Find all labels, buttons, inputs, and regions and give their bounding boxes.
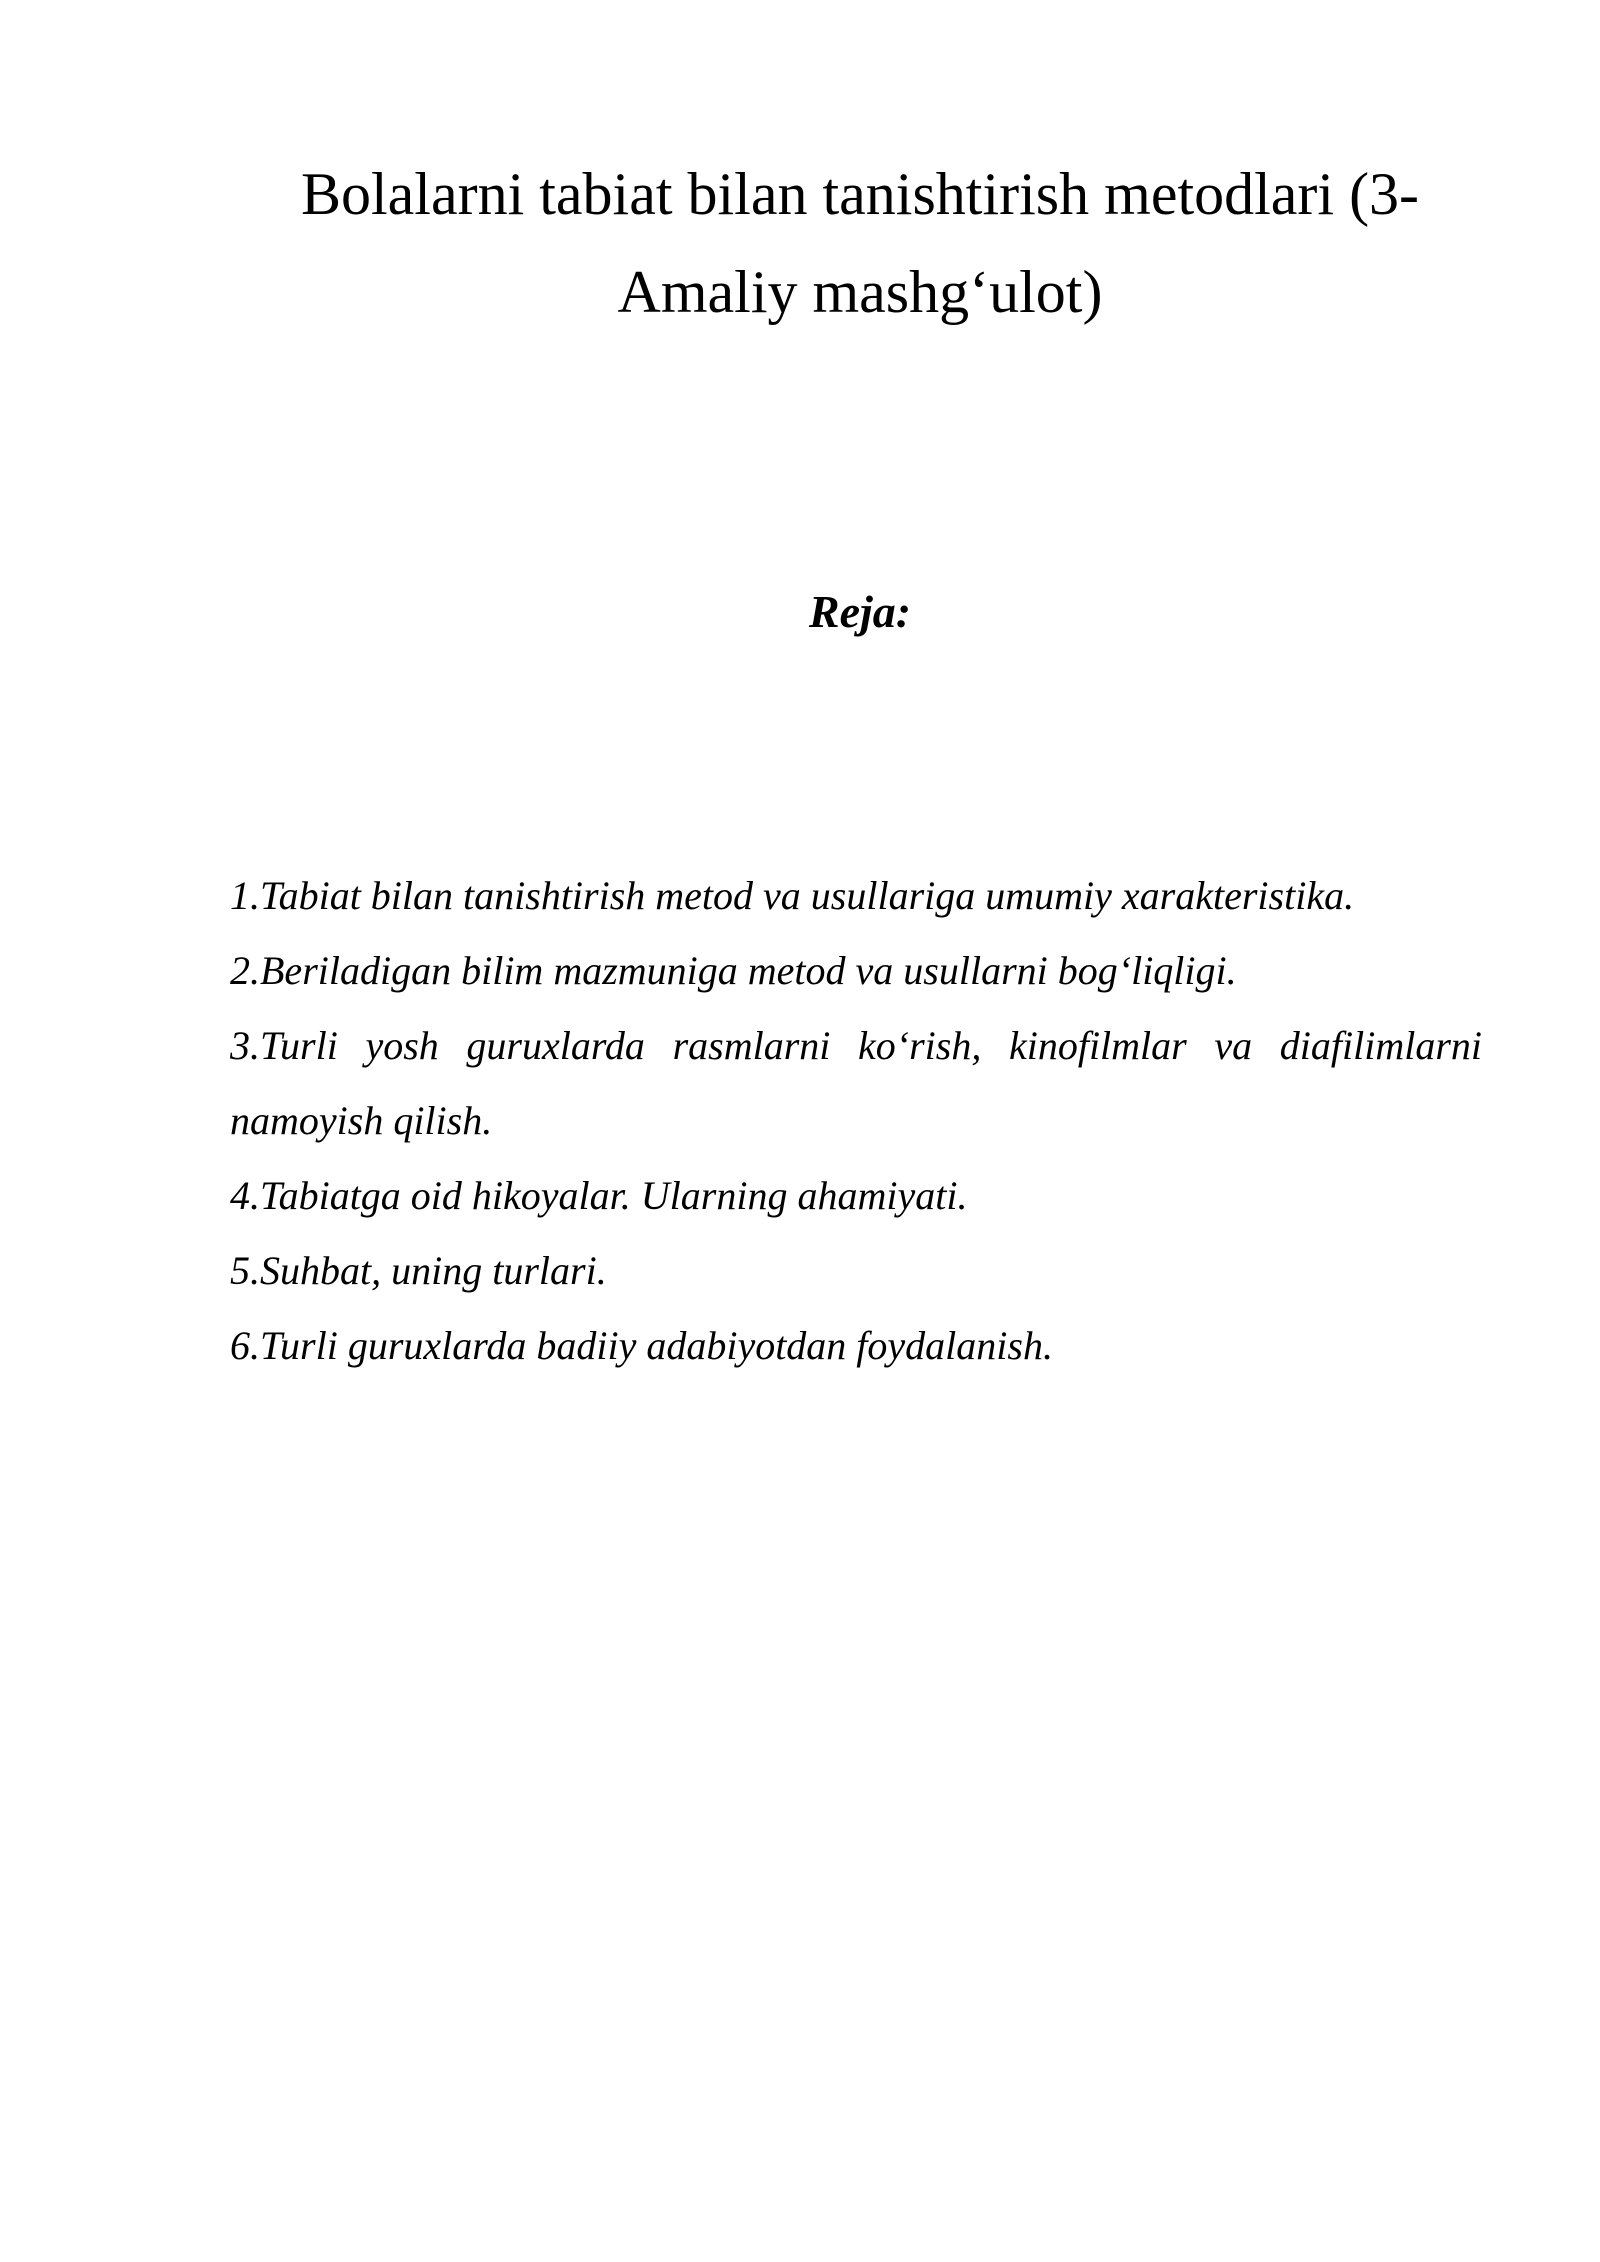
plan-item-3: 3.Turli yosh guruxlarda rasmlarni ko‘rish, kinofilmlar va diafilimlarni namoyish qilish. — [230, 1023, 1482, 1143]
plan-item-2: 2.Beriladigan bilim mazmuniga metod va usullarni bog‘liqligi. — [230, 948, 1237, 993]
plan-list — [230, 858, 1482, 1383]
title-line-1: Bolalarni tabiat bilan tanishtirish metodlari (3- — [300, 161, 1420, 227]
plan-item-5: 5.Suhbat, uning turlari. — [230, 1248, 607, 1293]
plan-item-1: 1.Tabiat bilan tanishtirish metod va usullariga umumiy xarakteristika. — [230, 873, 1355, 918]
plan-item-4: 4.Tabiatga oid hikoyalar. Ularning ahamiyati. — [230, 1173, 968, 1218]
page-title — [200, 145, 1520, 341]
plan-heading: Reja: — [808, 586, 912, 637]
plan-item-6: 6.Turli guruxlarda badiiy adabiyotdan foydalanish. — [230, 1323, 1053, 1368]
title-line-2: Amaliy mashg‘ulot) — [617, 259, 1103, 325]
